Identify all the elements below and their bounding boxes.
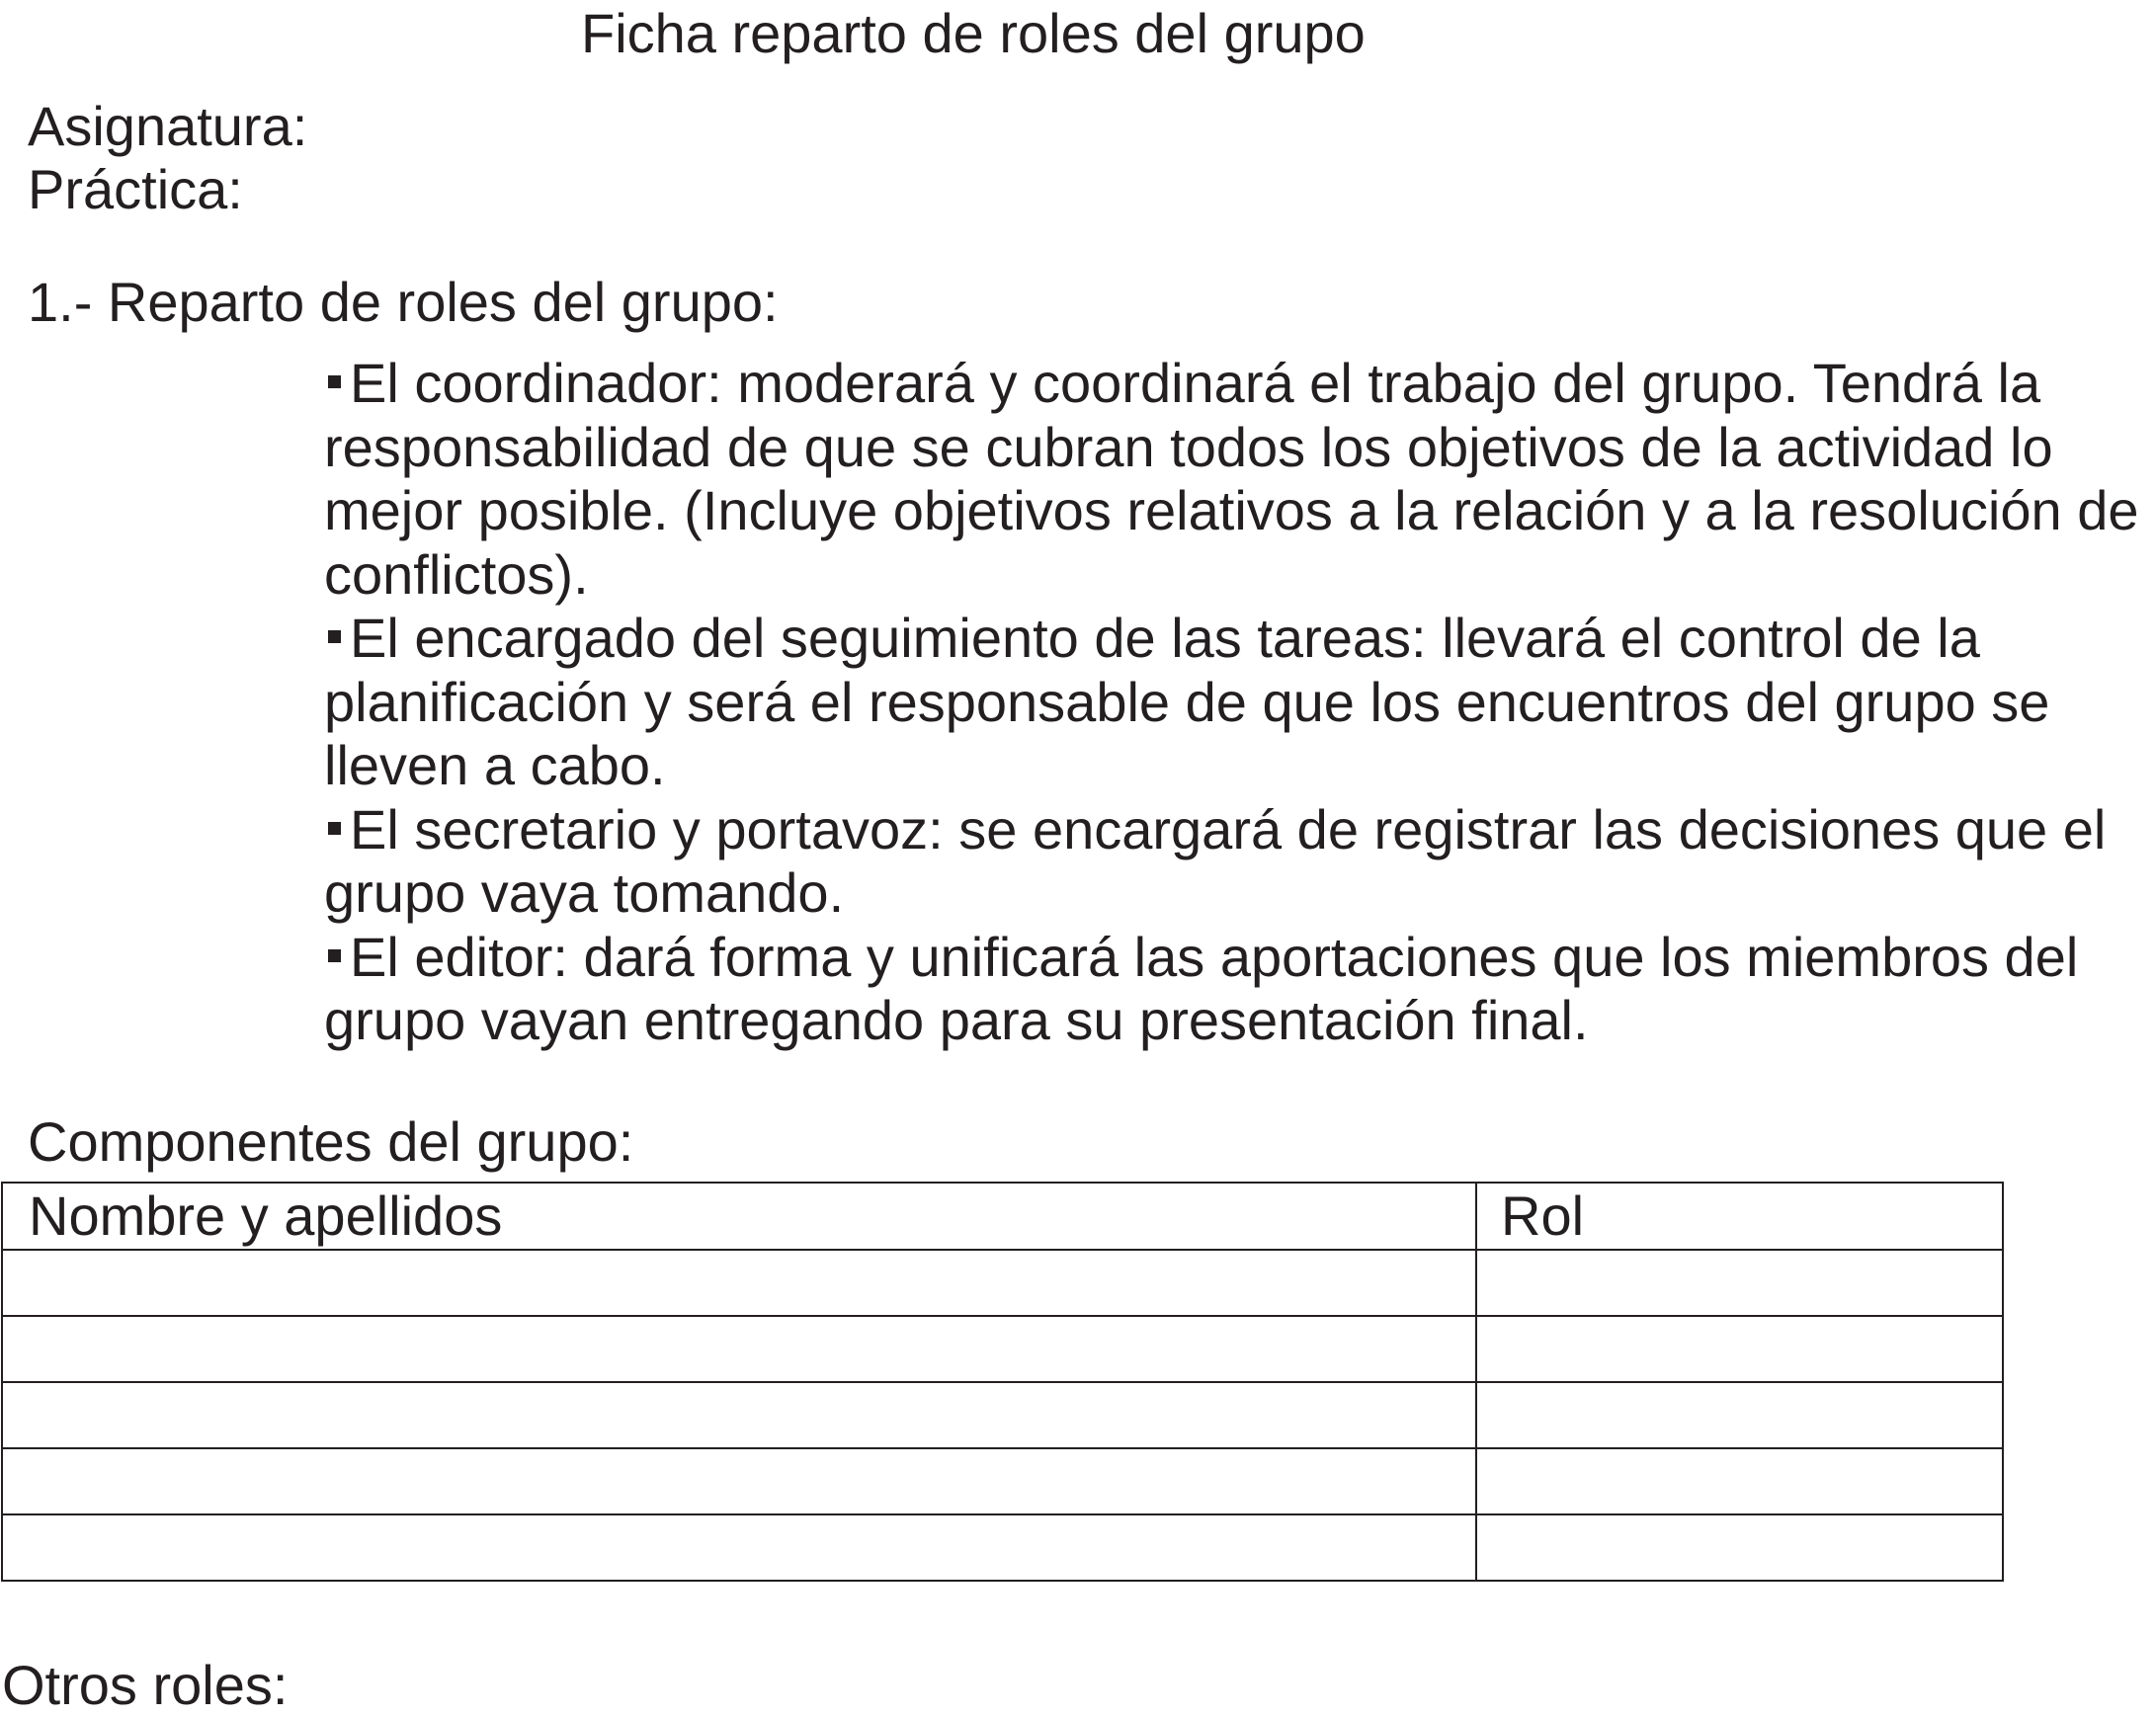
square-bullet-icon	[328, 822, 341, 835]
table-row	[2, 1514, 2003, 1581]
role-cell[interactable]	[1476, 1448, 2003, 1514]
subject-label: Asignatura:	[28, 95, 308, 157]
square-bullet-icon	[328, 375, 341, 388]
square-bullet-icon	[328, 949, 341, 962]
name-cell[interactable]	[2, 1382, 1476, 1448]
name-column-header: Nombre y apellidos	[2, 1183, 1476, 1250]
table-row	[2, 1316, 2003, 1382]
name-cell[interactable]	[2, 1514, 1476, 1581]
role-item-editor	[324, 926, 2152, 1053]
role-item-coordinator	[324, 352, 2152, 607]
role-cell[interactable]	[1476, 1382, 2003, 1448]
section-heading: 1.- Reparto de roles del grupo:	[28, 271, 779, 333]
practice-label: Práctica:	[28, 158, 243, 220]
name-cell[interactable]	[2, 1448, 1476, 1514]
other-roles-label: Otros roles:	[2, 1654, 289, 1716]
members-table	[1, 1182, 2004, 1582]
role-description: El coordinador: moderará y coordinará el trabajo del grupo. Tendrá la responsabilidad de que se cubran todos los objetivos de la actividad lo mejor posible. (Incluye objetivos relativos a la relación y a la resolución de conflictos).	[324, 352, 2139, 606]
role-cell[interactable]	[1476, 1250, 2003, 1316]
table-row	[2, 1250, 2003, 1316]
role-cell[interactable]	[1476, 1316, 2003, 1382]
role-item-secretary	[324, 798, 2152, 926]
role-cell[interactable]	[1476, 1514, 2003, 1581]
roles-list	[324, 352, 2152, 1053]
page-title: Ficha reparto de roles del grupo	[581, 2, 1366, 64]
role-description: El secretario y portavoz: se encargará de registrar las decisiones que el grupo vaya tomando.	[324, 797, 2107, 924]
square-bullet-icon	[328, 630, 341, 643]
table-row	[2, 1448, 2003, 1514]
name-cell[interactable]	[2, 1316, 1476, 1382]
role-column-header: Rol	[1476, 1183, 2003, 1250]
components-label: Componentes del grupo:	[28, 1110, 634, 1173]
role-description: El editor: dará forma y unificará las aportaciones que los miembros del grupo vayan entregando para su presentación final.	[324, 925, 2079, 1051]
table-row	[2, 1382, 2003, 1448]
role-description: El encargado del seguimiento de las tareas: llevará el control de la planificación y será el responsable de que los encuentros del grupo se lleven a cabo.	[324, 607, 2050, 796]
table-header-row	[2, 1183, 2003, 1250]
role-item-task-tracker	[324, 607, 2152, 798]
name-cell[interactable]	[2, 1250, 1476, 1316]
